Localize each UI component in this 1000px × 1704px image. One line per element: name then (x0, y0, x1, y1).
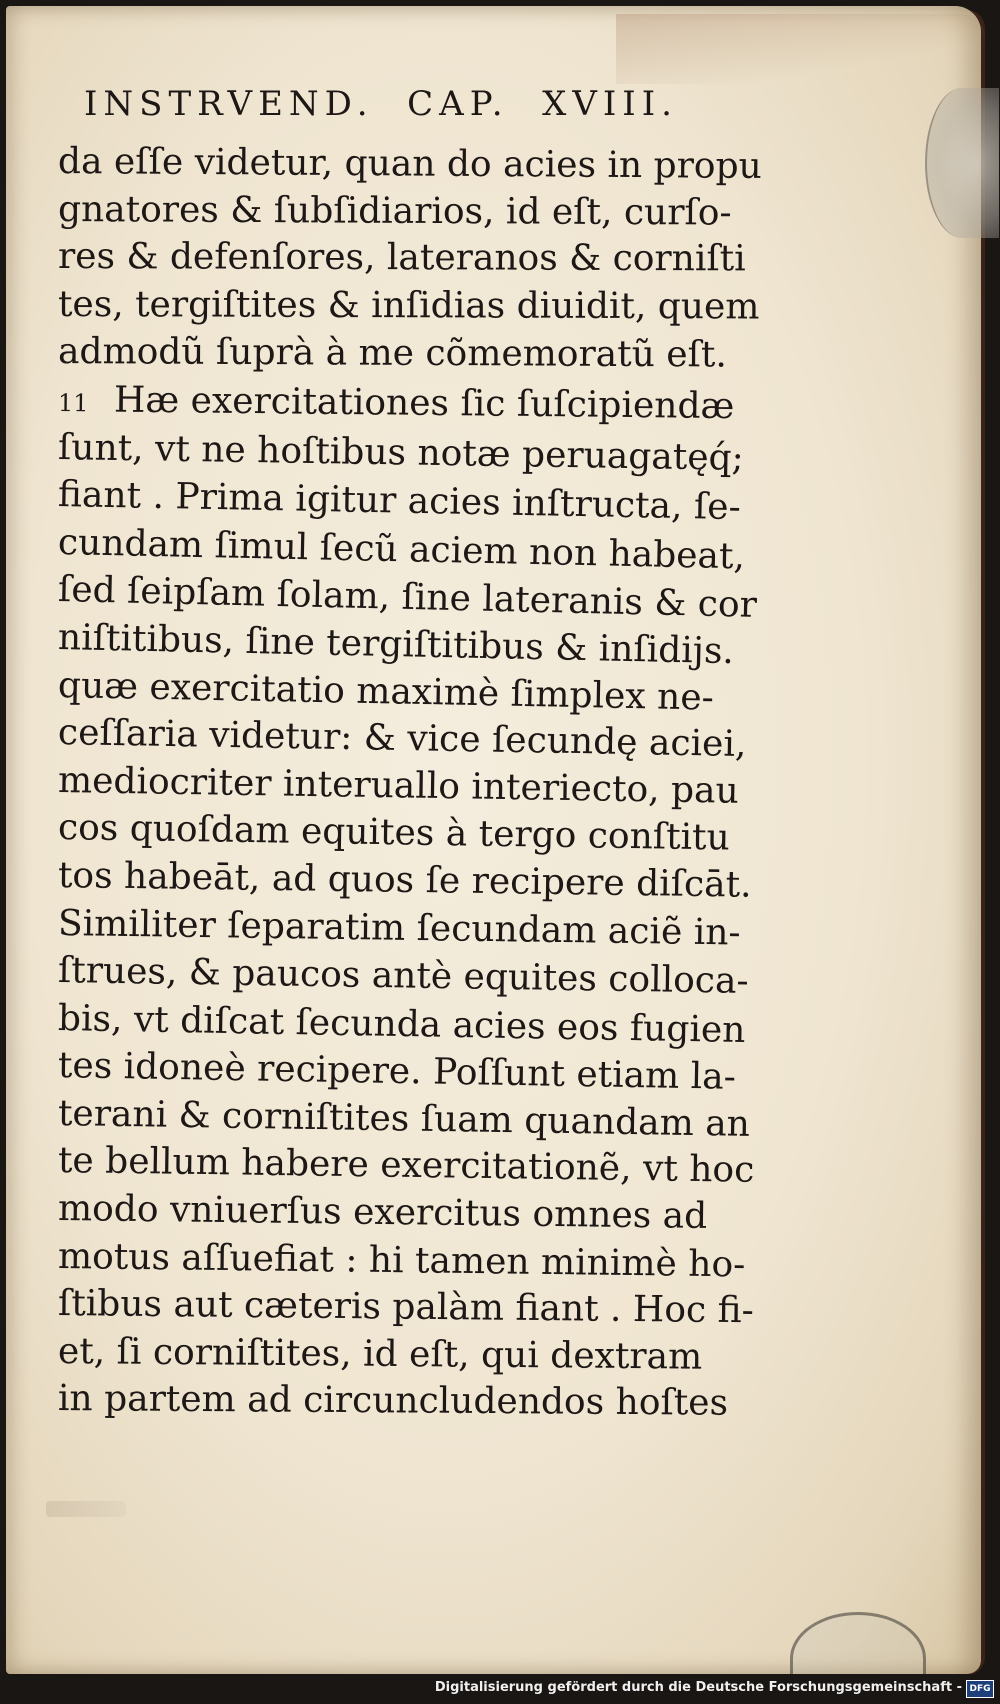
text-line (58, 1185, 779, 1241)
line-text: te bellum habere exercitationẽ, vt hoc (57, 1140, 755, 1192)
line-text: gnatores & ſubſidiarios, id eſt, curſo- (57, 188, 732, 234)
line-text: motus aſſuefiat : hi tamen minimè ho- (57, 1235, 746, 1286)
line-text: niſtitibus, ſine tergiſtitibus & inſidijs. (57, 616, 735, 673)
text-line (58, 1280, 778, 1335)
line-text: terani & corniſtites ſuam quandam an (57, 1092, 751, 1145)
text-line (58, 233, 778, 283)
line-text: Similiter ſeparatim ſecundam aciẽ in- (57, 902, 741, 954)
line-text: ſtibus aut cæteris palàm fiant . Hoc fi- (57, 1283, 754, 1332)
line-text: ſunt, vt ne hoſtibus notæ peruagatęq́; (57, 426, 745, 479)
line-text: cundam ſimul ſecũ aciem non habeat, (57, 521, 746, 578)
line-text: modo vniuerſus exercitus omnes ad (57, 1188, 708, 1237)
line-text: mediocriter interuallo interiecto, pau (57, 759, 740, 812)
text-line (58, 281, 778, 331)
text-line (58, 138, 778, 191)
text-line (58, 376, 778, 431)
line-text: tes idoneè recipere. Poſſunt etiam la- (57, 1045, 737, 1099)
line-text: tes, tergiſtites & inſidias diuidit, quem (57, 283, 760, 328)
footer-bar (0, 1674, 1000, 1704)
line-text: tos habeāt, ad quos ſe recipere diſcāt. (57, 854, 752, 906)
line-text: da eſſe videtur, quan do acies in propu (57, 141, 762, 187)
faint-catchword-mark (46, 1501, 126, 1517)
text-block (58, 138, 778, 1423)
text-line (58, 328, 778, 379)
text-line (58, 1375, 778, 1428)
running-head: INSTRVEND. CAP. XVIII. (84, 84, 678, 124)
line-text: res & defenſores, lateranos & corniſti (57, 236, 746, 280)
book-page (6, 6, 981, 1674)
dfg-logo: DFG (966, 1680, 994, 1698)
line-text: ſed ſeipſam ſolam, ſine lateranis & cor (57, 569, 758, 627)
line-text: ceſſaria videtur: & vice ſecundę aciei, (57, 712, 747, 766)
line-text: in partem ad circuncludendos hoſtes (57, 1378, 729, 1425)
line-text: et, ſi corniſtites, id eſt, qui dextram (57, 1330, 703, 1378)
line-text: Hæ exercitationes ſic ſuſcipiendæ (113, 379, 735, 428)
line-text: bis, vt diſcat ſecunda acies eos fugien (57, 997, 746, 1051)
line-text: ſtrues, & paucos antè equites colloca- (57, 950, 749, 1002)
line-text: quæ exercitatio maximè ſimplex ne- (57, 664, 715, 719)
text-line (58, 186, 778, 237)
funding-credit: Digitalisierung gefördert durch die Deutsche Forschungsgemeinschaft - (434, 1680, 962, 1695)
text-line (58, 1328, 778, 1382)
paragraph-number: 11 (57, 388, 89, 418)
page-fold-shadow (616, 14, 986, 84)
line-text: cos quoſdam equites à tergo conſtitu (57, 807, 731, 859)
page-clip-top (925, 88, 999, 238)
line-text: fiant . Prima igitur acies inſtructa, ſe- (57, 474, 742, 529)
line-text: admodũ ſuprà à me cõmemoratũ eſt. (57, 331, 727, 376)
